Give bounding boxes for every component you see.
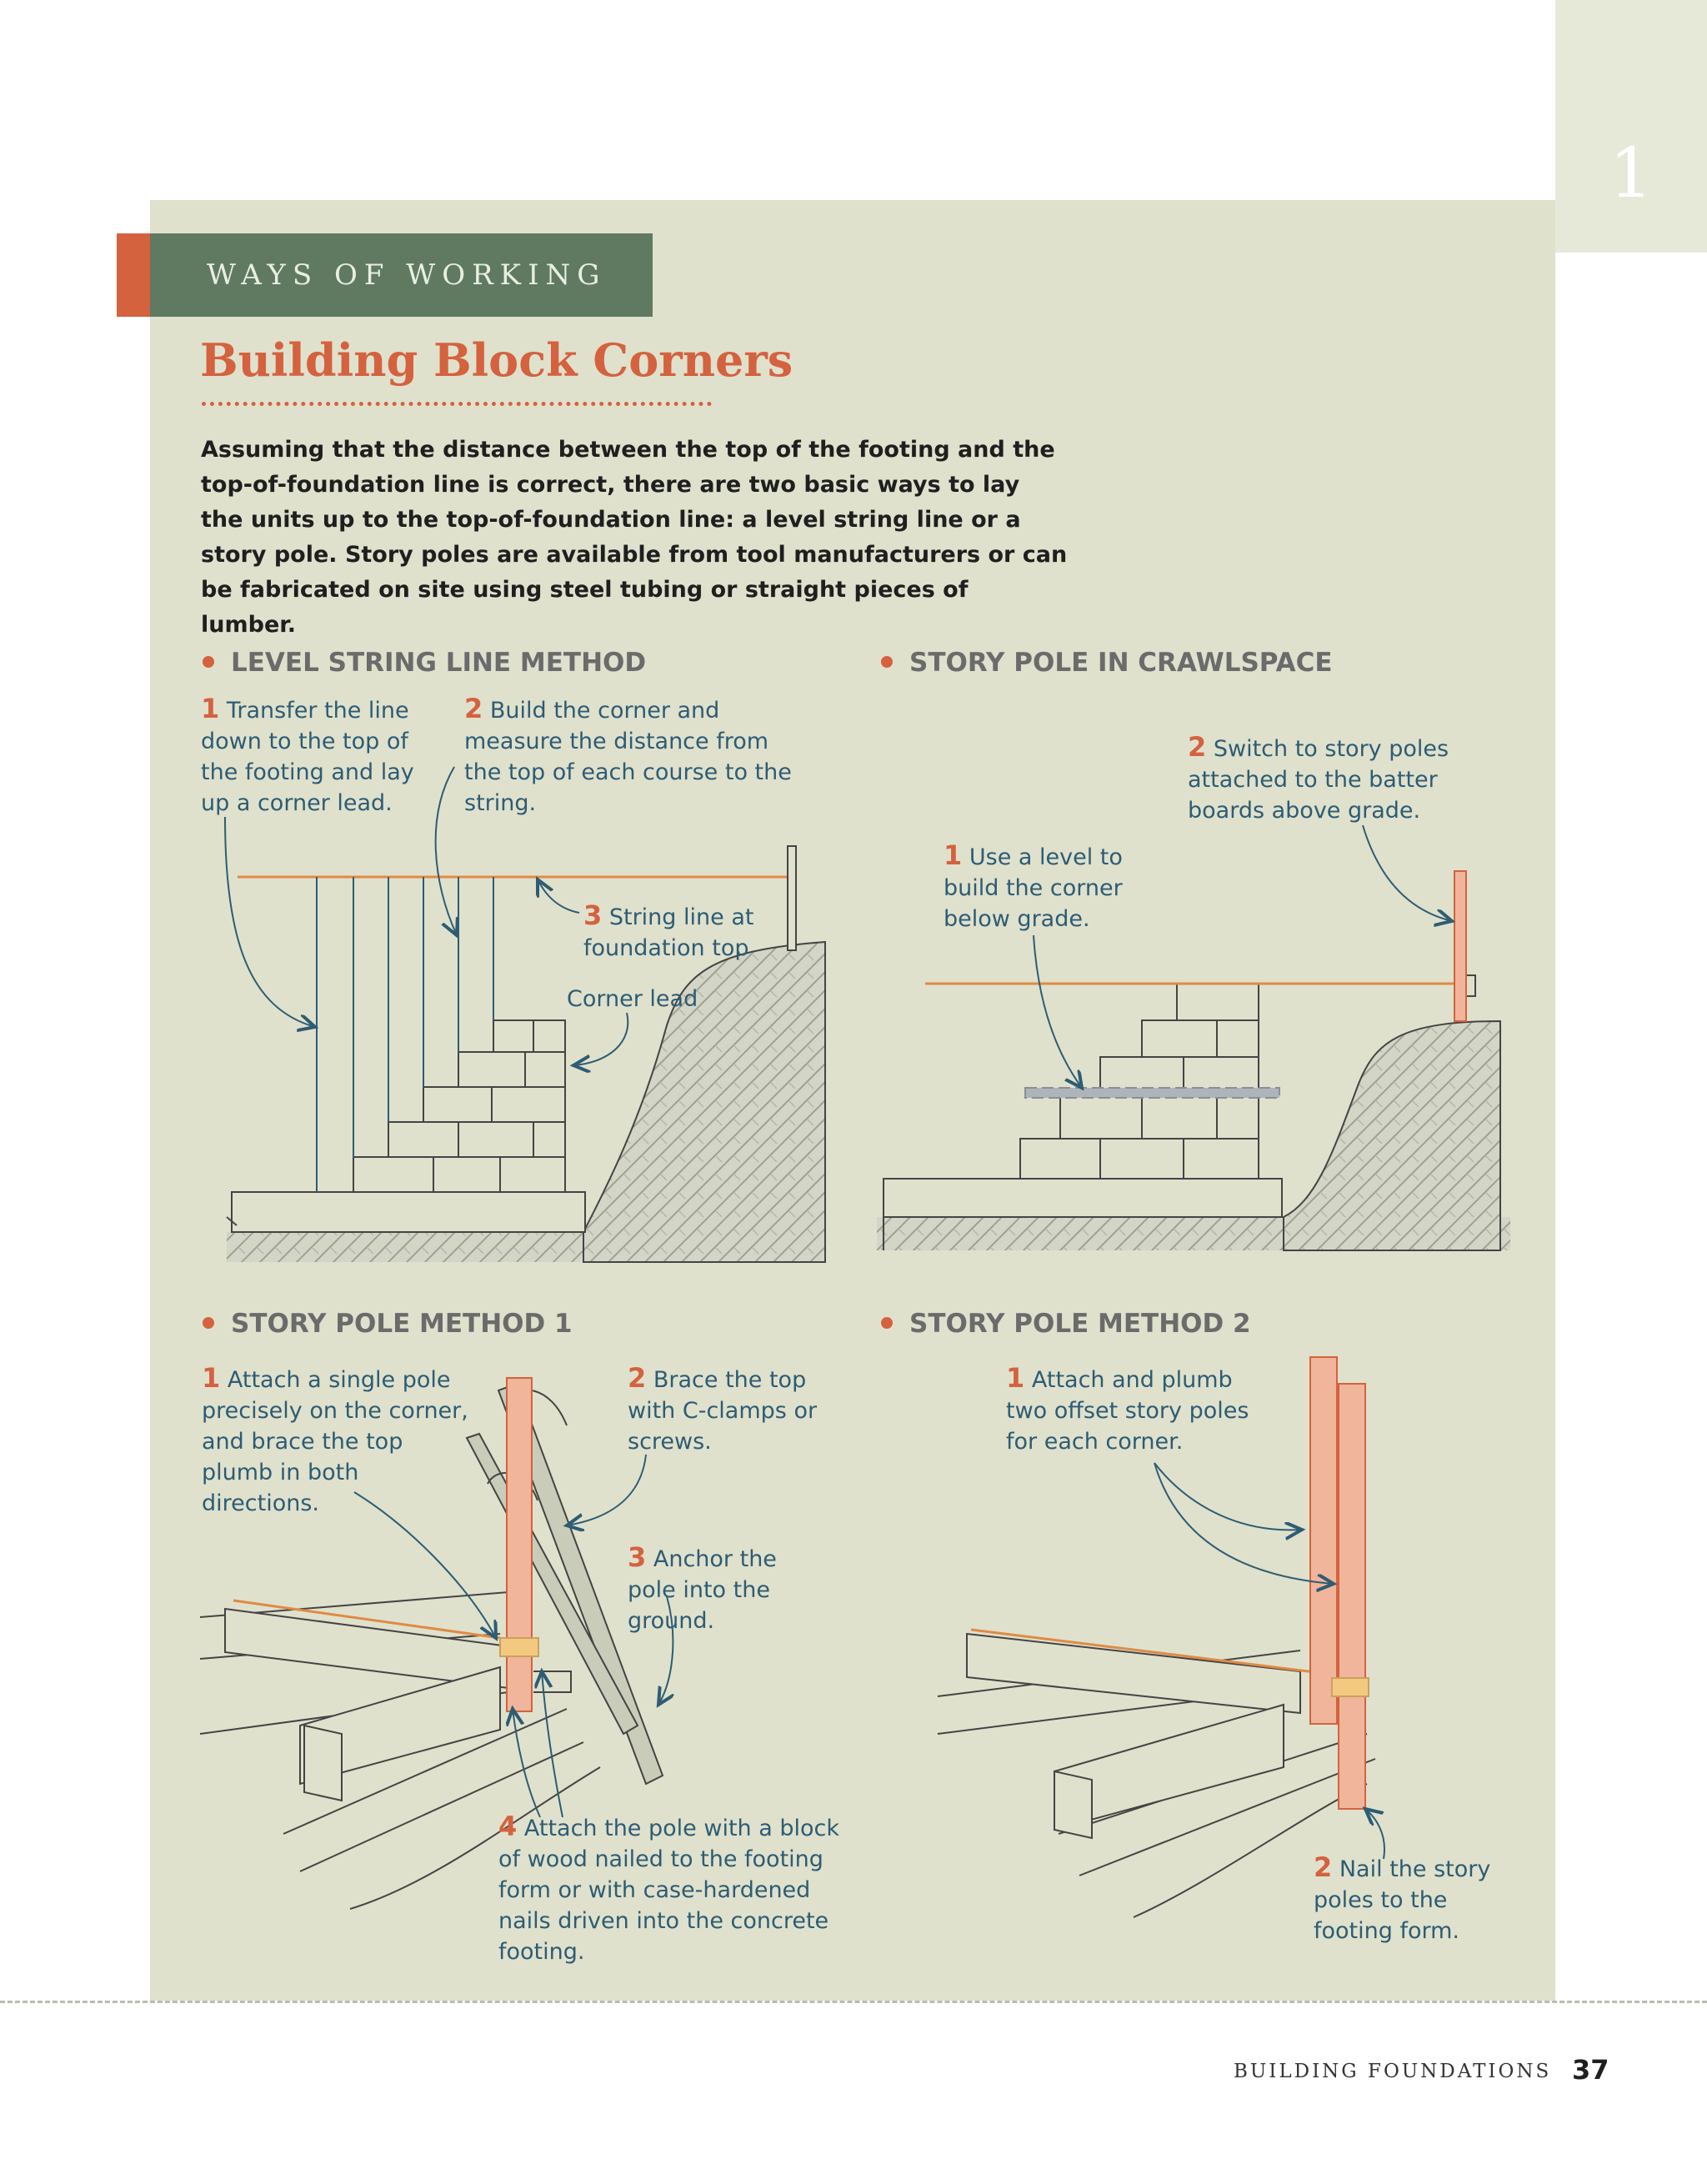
callout-text: Attach and plumb two offset story poles for each corner. xyxy=(1006,1367,1249,1455)
bullet-dot xyxy=(203,1317,214,1329)
heading-pole-method-2 xyxy=(881,1309,1251,1339)
section-label-text: WAYS OF WORKING xyxy=(207,258,607,292)
callout-text: Transfer the line down to the top of the footing and lay up a corner lead. xyxy=(201,698,414,816)
page-title: Building Block Corners xyxy=(200,333,793,387)
heading-pole-method-2-text: STORY POLE METHOD 2 xyxy=(909,1309,1251,1339)
bullet-dot xyxy=(881,1317,893,1329)
callout-pole1-1 xyxy=(202,1363,477,1519)
callout-text: Build the corner and measure the distance from the top of each course to the string. xyxy=(464,698,792,816)
chapter-number: 1 xyxy=(1609,134,1654,213)
callout-crawl-1 xyxy=(944,840,1135,934)
step-number: 1 xyxy=(944,839,963,871)
step-number: 3 xyxy=(628,1541,647,1573)
heading-crawlspace-text: STORY POLE IN CRAWLSPACE xyxy=(909,648,1333,678)
page-number: 37 xyxy=(1572,2054,1609,2086)
step-number: 2 xyxy=(628,1362,647,1394)
callout-pole2-2 xyxy=(1314,1852,1514,1946)
callout-level-1 xyxy=(201,694,418,819)
callout-pole1-2 xyxy=(628,1363,819,1457)
step-number: 1 xyxy=(1006,1362,1025,1394)
callout-text: Attach the pole with a block of wood nailed to the footing form or with case-hardened nails driven into the concrete footing. xyxy=(498,1816,839,1965)
step-number: 1 xyxy=(202,1362,221,1394)
intro-paragraph: Assuming that the distance between the top of the footing and the top-of-foundation line is correct, there are two basic ways to lay the units up to the top-of-foundation line: a level string line or a story pole. Story poles are available from tool manufacturers or can be fabricated on site using steel tubing or straight pieces of lumber. xyxy=(201,437,1068,638)
callout-level-3 xyxy=(583,900,767,964)
callout-pole1-4 xyxy=(498,1811,865,1967)
heading-pole-method-1-text: STORY POLE METHOD 1 xyxy=(231,1309,573,1339)
step-number: 3 xyxy=(583,899,603,931)
callout-text: String line at foundation top xyxy=(583,904,754,961)
callout-text: Switch to story poles attached to the batter boards above grade. xyxy=(1188,736,1449,824)
step-number: 2 xyxy=(464,693,483,724)
callout-pole2-1 xyxy=(1006,1363,1256,1457)
heading-level-string-text: LEVEL STRING LINE METHOD xyxy=(231,648,647,678)
callout-corner-lead: Corner lead xyxy=(567,986,698,1012)
callout-pole1-3 xyxy=(628,1542,828,1636)
callout-text: Nail the story poles to the footing form. xyxy=(1314,1856,1491,1944)
callout-text: Attach a single pole precisely on the corner, and brace the top plumb in both directions. xyxy=(202,1367,468,1516)
level-string-illustration xyxy=(225,767,825,1262)
callout-level-2 xyxy=(464,694,798,819)
heading-crawlspace xyxy=(881,648,1333,678)
step-number: 2 xyxy=(1314,1851,1333,1883)
step-number: 4 xyxy=(498,1811,518,1842)
running-footer: BUILDING FOUNDATIONS xyxy=(1234,2061,1552,2082)
step-number: 1 xyxy=(201,693,220,724)
heading-level-string xyxy=(203,648,646,678)
bullet-dot xyxy=(203,656,214,668)
callout-crawl-2 xyxy=(1188,732,1454,826)
heading-pole-method-1 xyxy=(203,1309,573,1339)
callout-text: Brace the top with C-clamps or screws. xyxy=(628,1367,818,1455)
callout-text: Use a level to build the corner below grade. xyxy=(944,844,1123,932)
bullet-dot xyxy=(881,656,893,668)
callout-text: Anchor the pole into the ground. xyxy=(628,1546,777,1634)
step-number: 2 xyxy=(1188,731,1207,763)
